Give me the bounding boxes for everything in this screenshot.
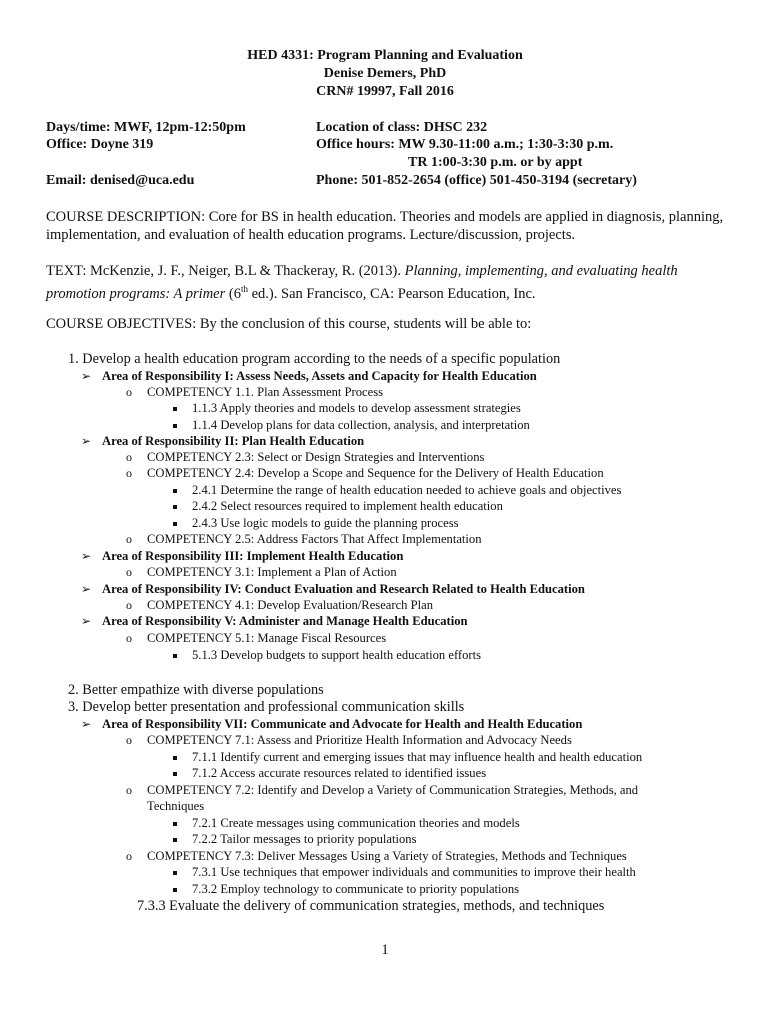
objective-2: 2. Better empathize with diverse populations [68,682,324,698]
square-bullet [173,756,177,760]
circle-bullet: o [126,849,132,863]
office-hours: Office hours: MW 9.30-11:00 a.m.; 1:30-3:30 p.m. [316,137,614,152]
circle-bullet: o [126,783,132,797]
competency-2-4: COMPETENCY 2.4: Develop a Scope and Sequence for the Delivery of Health Education [147,466,604,480]
square-bullet [173,407,177,411]
aor-2: Area of Responsibility II: Plan Health Education [102,434,365,448]
square-bullet [173,489,177,493]
sub-1-1-3: 1.1.3 Apply theories and models to develop assessment strategies [192,401,521,415]
objective-1: 1. Develop a health education program according to the needs of a specific population [68,351,561,367]
sub-7-2-2: 7.2.2 Tailor messages to priority populations [192,832,417,846]
circle-bullet: o [126,532,132,546]
circle-bullet: o [126,466,132,480]
sub-7-1-2: 7.1.2 Access accurate resources related to identified issues [192,766,487,780]
sub-7-1-1: 7.1.1 Identify current and emerging issues that may influence health and health education [192,750,643,764]
class-location: Location of class: DHSC 232 [316,120,488,135]
course-crn: CRN# 19997, Fall 2016 [316,84,454,99]
square-bullet [173,871,177,875]
course-description: COURSE DESCRIPTION: Core for BS in health education. Theories and models are applied in diagnosis, planning, implementation, and evaluation of health education programs. Lecture/discussion, projects. [46,209,724,243]
arrow-bullet: ➢ [81,614,92,628]
square-bullet [173,772,177,776]
sub-7-3-1: 7.3.1 Use techniques that empower individuals and communities to improve their health [192,865,636,879]
square-bullet [173,888,177,892]
text-title: Planning, implementing, and evaluating health promotion programs: A primer [46,263,678,302]
email: Email: denised@uca.edu [46,173,195,188]
competency-2-5: COMPETENCY 2.5: Address Factors That Affect Implementation [147,532,482,546]
arrow-bullet: ➢ [81,582,92,596]
arrow-bullet: ➢ [81,369,92,383]
competency-3-1: COMPETENCY 3.1: Implement a Plan of Action [147,565,397,579]
instructor-name: Denise Demers, PhD [323,66,447,81]
course-title: HED 4331: Program Planning and Evaluation [247,48,523,63]
sub-7-3-3: 7.3.3 Evaluate the delivery of communication strategies, methods, and techniques [137,898,605,914]
sub-1-1-4: 1.1.4 Develop plans for data collection, analysis, and interpretation [192,418,530,432]
days-time: Days/time: MWF, 12pm-12:50pm [46,120,246,135]
circle-bullet: o [126,385,132,399]
phone: Phone: 501-852-2654 (office) 501-450-3194 (secretary) [316,173,637,188]
text-edition-pre: (6 [225,285,241,302]
competency-2-3: COMPETENCY 2.3: Select or Design Strategies and Interventions [147,450,485,464]
text-edition-sup: th [240,284,248,294]
competency-7-2-cont: Techniques [147,799,205,813]
competency-7-3: COMPETENCY 7.3: Deliver Messages Using a Variety of Strategies, Methods and Techniques [147,849,627,863]
aor-1: Area of Responsibility I: Assess Needs, Assets and Capacity for Health Education [102,369,537,383]
aor-5: Area of Responsibility V: Administer and Manage Health Education [102,614,468,628]
sub-2-4-1: 2.4.1 Determine the range of health education needed to achieve goals and objectives [192,483,622,497]
page-number: 1 [381,942,389,958]
circle-bullet: o [126,598,132,612]
office-location: Office: Doyne 319 [46,137,154,152]
square-bullet [173,505,177,509]
arrow-bullet: ➢ [81,717,92,731]
sub-2-4-2: 2.4.2 Select resources required to implement health education [192,499,503,513]
objective-3: 3. Develop better presentation and professional communication skills [68,699,465,715]
aor-7: Area of Responsibility VII: Communicate and Advocate for Health and Health Education [102,717,583,731]
aor-4: Area of Responsibility IV: Conduct Evaluation and Research Related to Health Education [102,582,585,596]
circle-bullet: o [126,631,132,645]
sub-7-3-2: 7.3.2 Employ technology to communicate to priority populations [192,882,520,896]
square-bullet [173,522,177,526]
circle-bullet: o [126,733,132,747]
circle-bullet: o [126,565,132,579]
textbook-reference [46,262,726,303]
arrow-bullet: ➢ [81,549,92,563]
circle-bullet: o [126,450,132,464]
competency-7-1: COMPETENCY 7.1: Assess and Prioritize Health Information and Advocacy Needs [147,733,572,747]
square-bullet [173,838,177,842]
competency-1-1: COMPETENCY 1.1. Plan Assessment Process [147,385,384,399]
square-bullet [173,822,177,826]
square-bullet [173,424,177,428]
sub-7-2-1: 7.2.1 Create messages using communication theories and models [192,816,520,830]
competency-4-1: COMPETENCY 4.1: Develop Evaluation/Research Plan [147,598,433,612]
competency-7-2: COMPETENCY 7.2: Identify and Develop a Variety of Communication Strategies, Methods, and [147,783,639,797]
competency-5-1: COMPETENCY 5.1: Manage Fiscal Resources [147,631,387,645]
text-edition-post: ed.). San Francisco, CA: Pearson Education, Inc. [248,285,536,302]
sub-5-1-3: 5.1.3 Develop budgets to support health education efforts [192,648,482,662]
arrow-bullet: ➢ [81,434,92,448]
office-hours-tr: TR 1:00-3:30 p.m. or by appt [408,155,583,170]
objectives-intro: COURSE OBJECTIVES: By the conclusion of this course, students will be able to: [46,316,532,332]
aor-3: Area of Responsibility III: Implement Health Education [102,549,404,563]
sub-2-4-3: 2.4.3 Use logic models to guide the planning process [192,516,459,530]
square-bullet [173,654,177,658]
text-prefix: TEXT: McKenzie, J. F., Neiger, B.L & Thackeray, R. (2013). [46,263,405,279]
